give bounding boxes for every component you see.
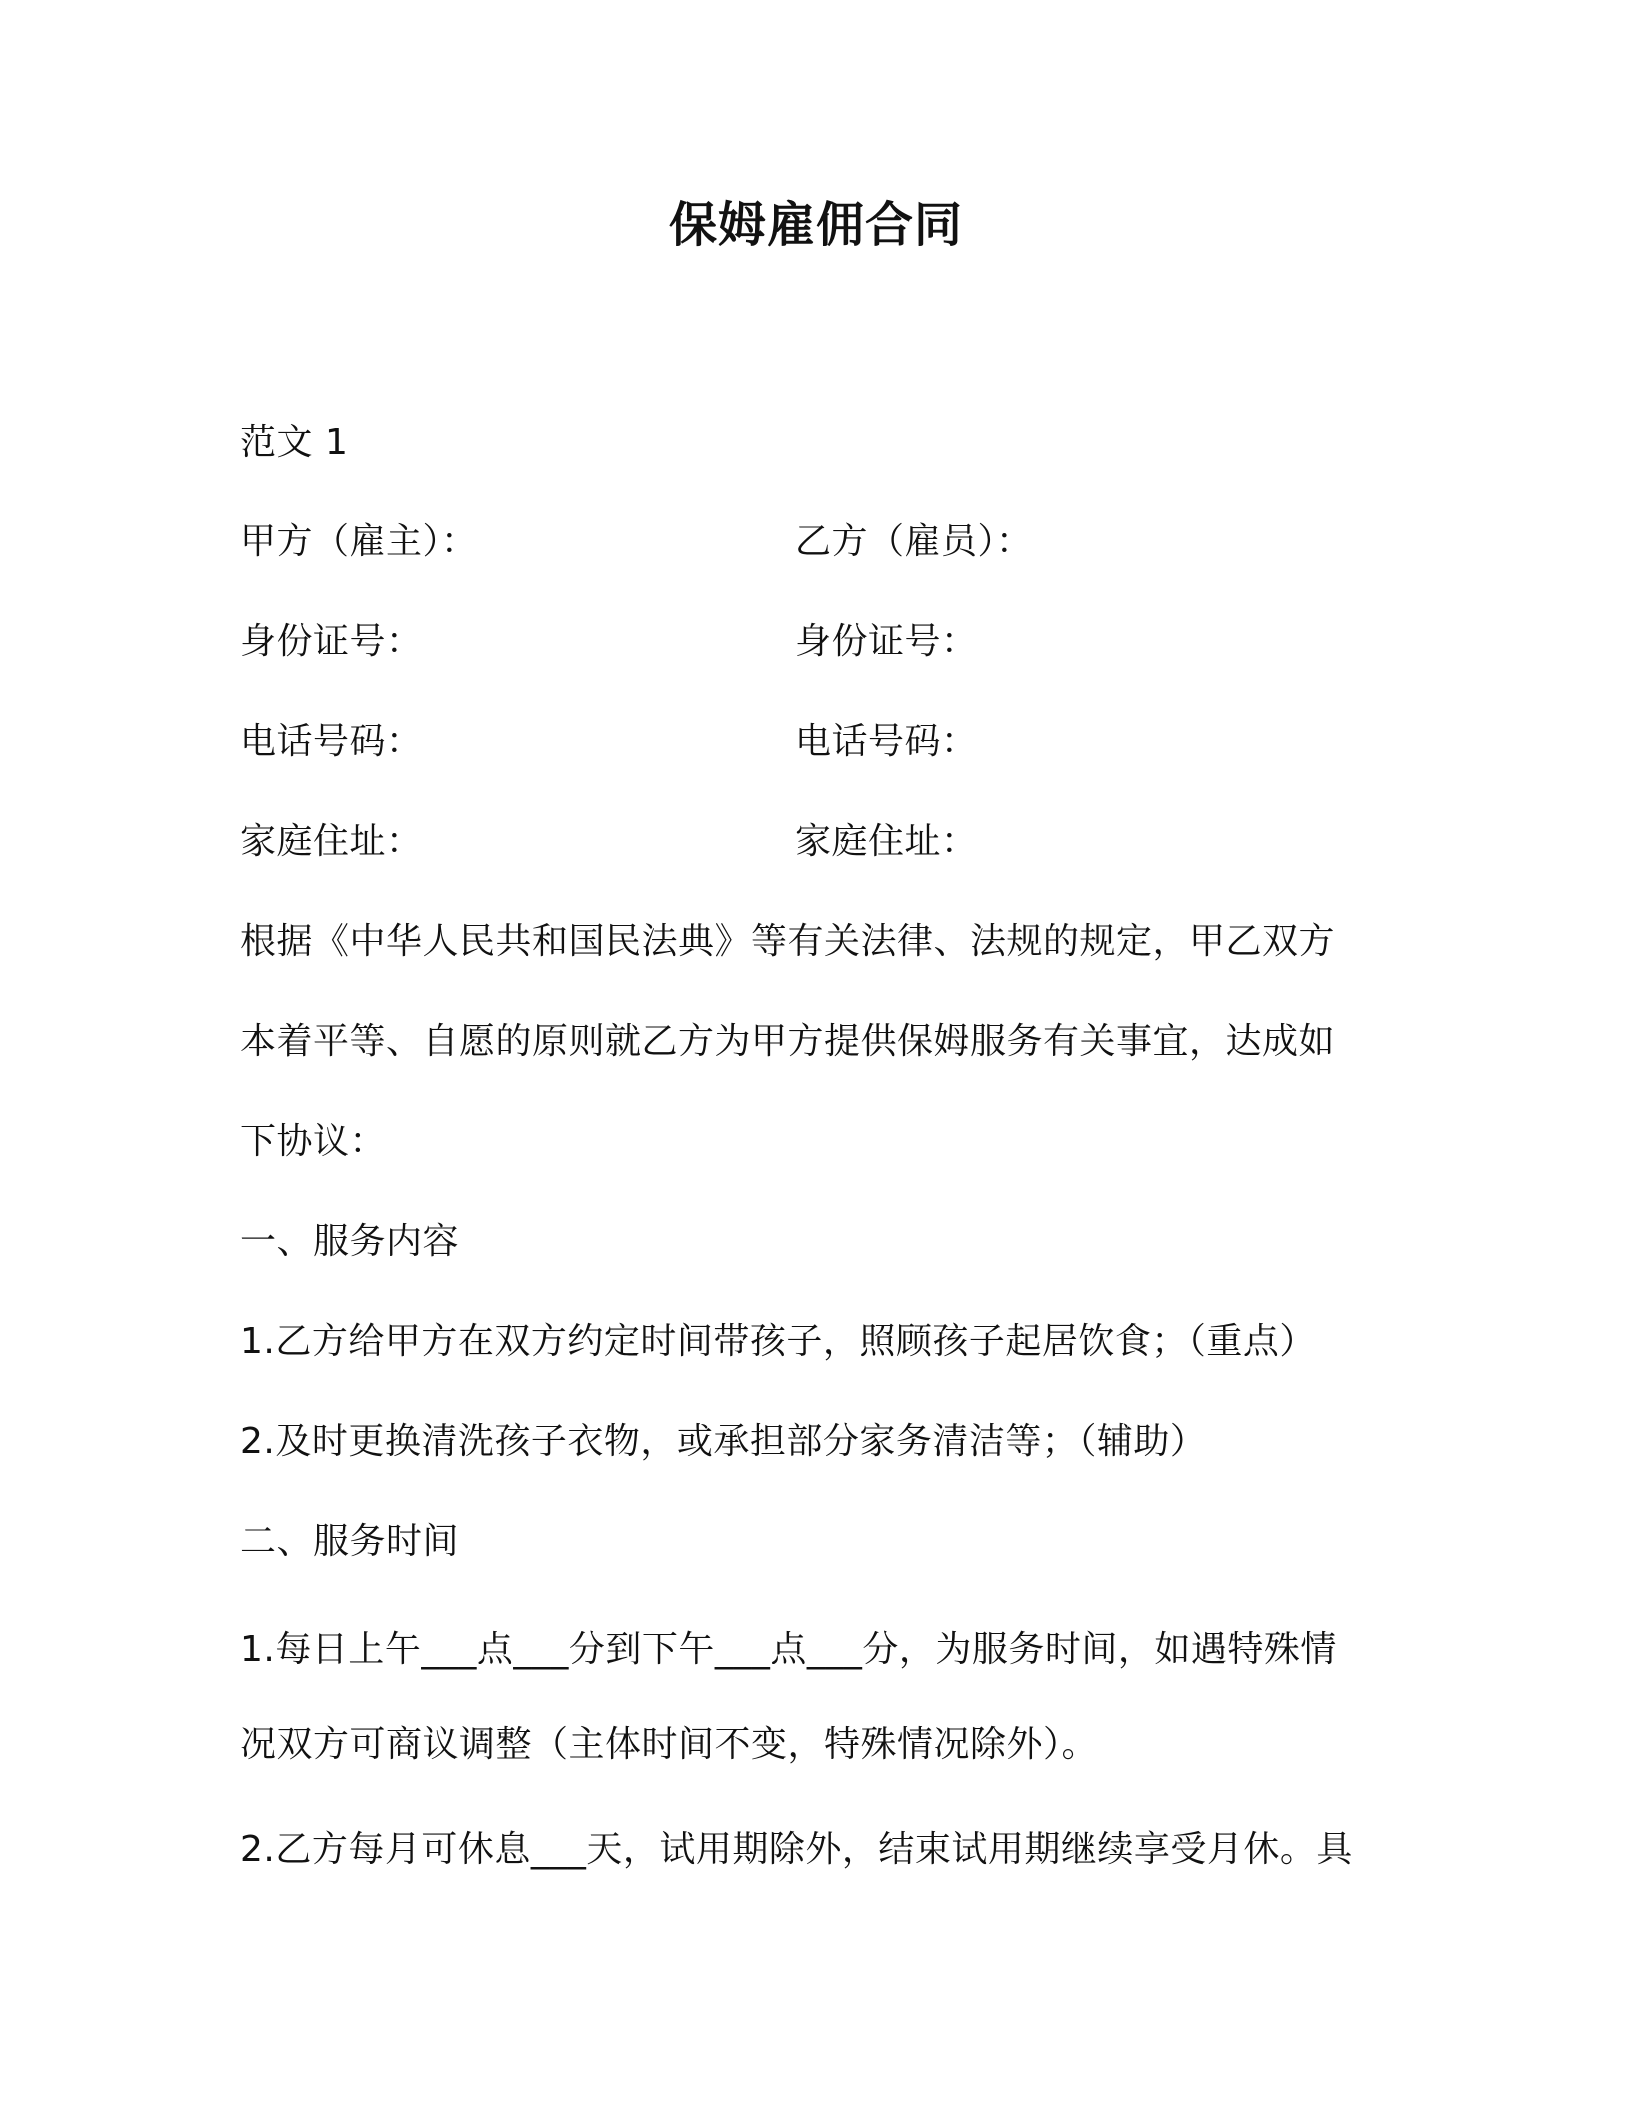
party-b-name-label: 乙方（雇员）： <box>795 521 1033 562</box>
party-a-id-label: 身份证号： <box>240 621 423 662</box>
section2-item1-line: 1.每日上午___点___分到下午___点___分，为服务时间，如遇特殊情 <box>240 1629 1337 1670</box>
intro-line: 下协议： <box>240 1121 387 1162</box>
section1-heading: 一、服务内容 <box>240 1221 460 1262</box>
intro-line: 根据《中华人民共和国民法典》等有关法律、法规的规定，甲乙双方 <box>240 921 1336 962</box>
party-b-address-label: 家庭住址： <box>795 821 978 862</box>
document-title: 保姆雇佣合同 <box>668 197 963 253</box>
section1-item: 1.乙方给甲方在双方约定时间带孩子，照顾孩子起居饮食；（重点） <box>240 1321 1316 1362</box>
party-a-address-label: 家庭住址： <box>240 821 423 862</box>
sample-label: 范文 1 <box>240 422 349 463</box>
party-b-id-label: 身份证号： <box>795 621 978 662</box>
party-a-phone-label: 电话号码： <box>240 721 423 762</box>
section1-item: 2.及时更换清洗孩子衣物，或承担部分家务清洁等；（辅助） <box>240 1421 1207 1462</box>
party-a-name-label: 甲方（雇主）： <box>240 521 478 562</box>
intro-line: 本着平等、自愿的原则就乙方为甲方提供保姆服务有关事宜，达成如 <box>240 1021 1336 1062</box>
section2-item1-line: 况双方可商议调整（主体时间不变，特殊情况除外）。 <box>240 1724 1099 1765</box>
party-b-phone-label: 电话号码： <box>795 721 978 762</box>
section2-heading: 二、服务时间 <box>240 1521 460 1562</box>
section2-item2-line: 2.乙方每月可休息___天，试用期除外，结束试用期继续享受月休。具 <box>240 1829 1353 1870</box>
